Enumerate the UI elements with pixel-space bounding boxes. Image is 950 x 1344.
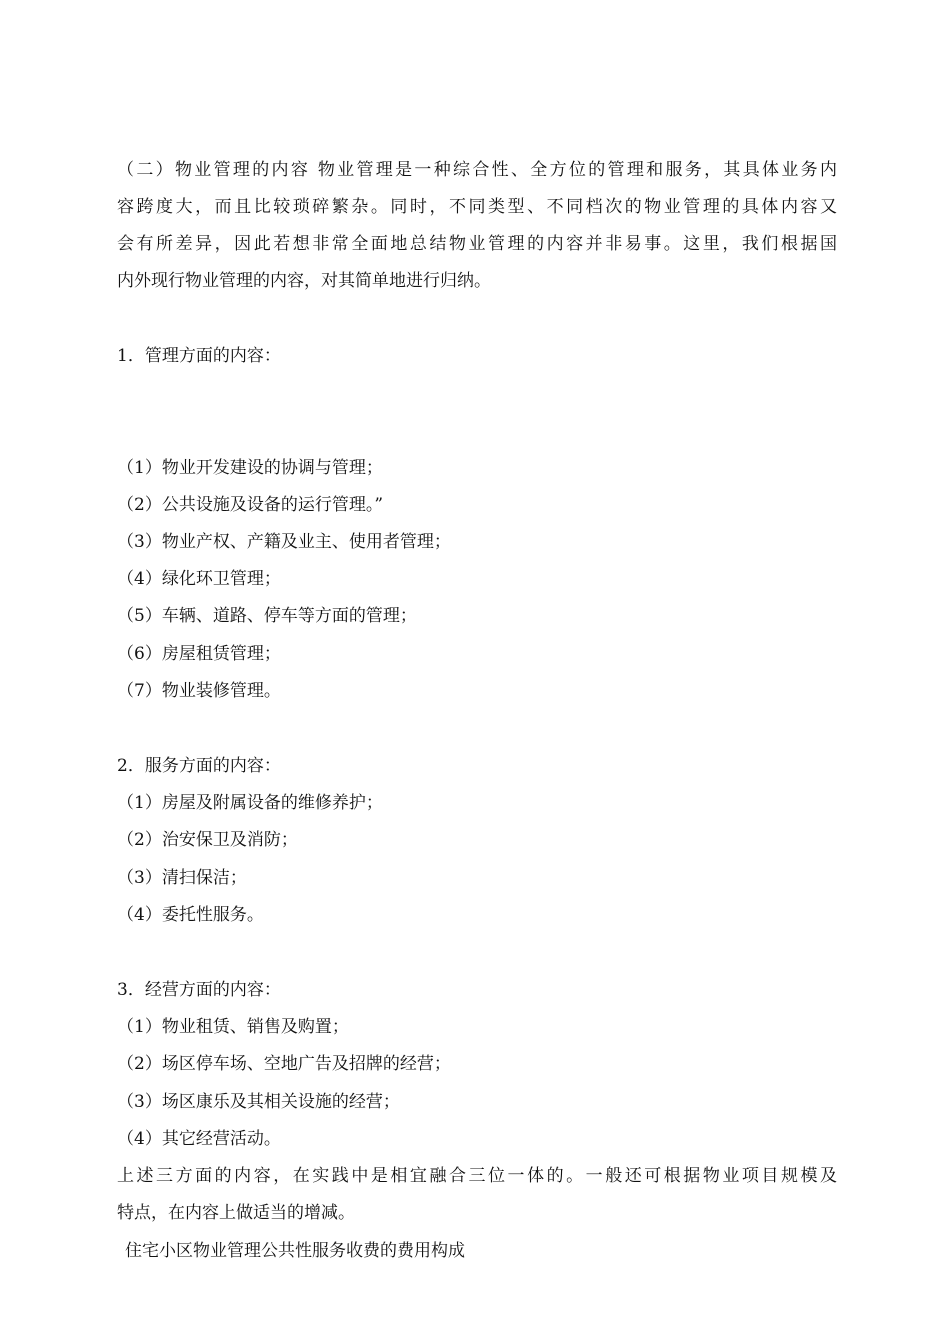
section-1-heading: 1．管理方面的内容： [117,346,281,366]
section-3-item-3: （3）场区康乐及其相关设施的经营； [117,1092,400,1112]
intro-line-1: （二）物业管理的内容 物业管理是一种综合性、全方位的管理和服务，其具体业务内 [117,160,837,180]
section-2-item-2: （2）治安保卫及消防； [117,830,298,850]
section-2-item-4: （4）委托性服务。 [117,905,264,925]
section-1-item-4: （4）绿化环卫管理； [117,569,281,589]
section-1-item-3: （3）物业产权、产籍及业主、使用者管理； [117,532,451,552]
section-1-item-6: （6）房屋租赁管理； [117,644,281,664]
intro-line-3: 会有所差异，因此若想非常全面地总结物业管理的内容并非易事。这里，我们根据国 [117,234,837,254]
footer-heading: 住宅小区物业管理公共性服务收费的费用构成 [125,1241,465,1261]
section-3-item-4: （4）其它经营活动。 [117,1129,281,1149]
section-1-item-7: （7）物业装修管理。 [117,681,281,701]
section-1-item-1: （1）物业开发建设的协调与管理； [117,458,383,478]
section-1-item-2: （2）公共设施及设备的运行管理。” [117,495,384,515]
section-2-item-3: （3）清扫保洁； [117,868,247,888]
section-2-item-1: （1）房屋及附属设备的维修养护； [117,793,383,813]
summary-line-1: 上述三方面的内容，在实践中是相宜融合三位一体的。一般还可根据物业项目规模及 [117,1166,837,1186]
section-2-heading: 2．服务方面的内容： [117,756,281,776]
section-3-item-1: （1）物业租赁、销售及购置； [117,1017,349,1037]
summary-line-2: 特点，在内容上做适当的增减。 [117,1203,355,1223]
section-3-heading: 3．经营方面的内容： [117,980,281,1000]
section-3-item-2: （2）场区停车场、空地广告及招牌的经营； [117,1054,451,1074]
intro-line-4: 内外现行物业管理的内容，对其简单地进行归纳。 [117,271,491,291]
intro-line-2: 容跨度大，而且比较琐碎繁杂。同时，不同类型、不同档次的物业管理的具体内容又 [117,197,837,217]
section-1-item-5: （5）车辆、道路、停车等方面的管理； [117,606,417,626]
